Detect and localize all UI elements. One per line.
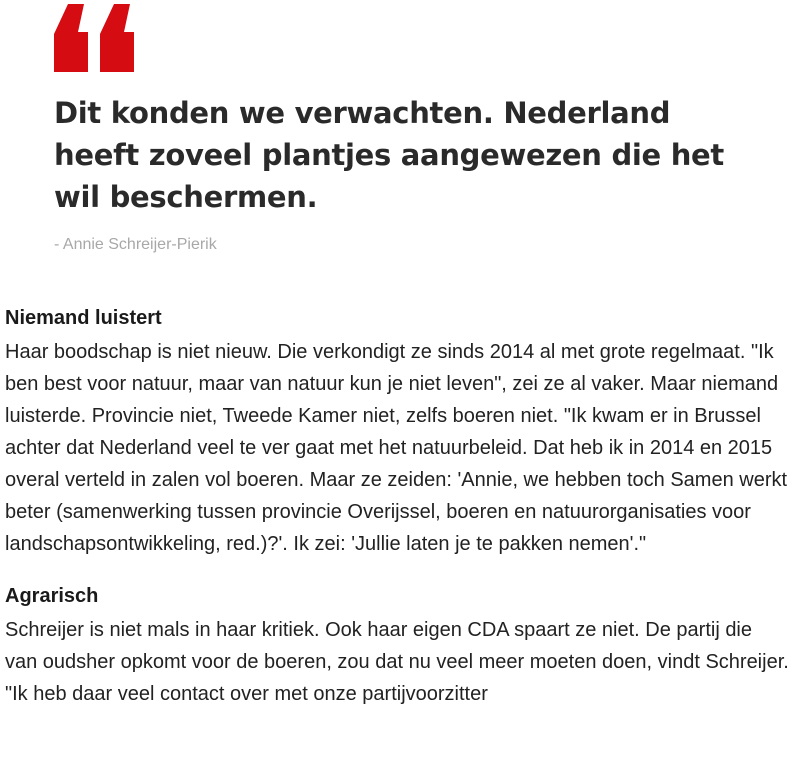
article-section-agrarisch [5,582,789,710]
section-heading: Agrarisch [5,585,99,607]
article-section-niemand-luistert [5,304,789,560]
quote-author: - Annie Schreijer-Pierik [54,236,217,253]
section-paragraph: Schreijer is niet mals in haar kritiek. Ook haar eigen CDA spaart ze niet. De partij die van oudsher opkomt voor de boeren, zou dat nu veel meer moeten doen, vindt Schreijer. "Ik heb daar veel contact over met onze partijvoorzitter [5,619,789,705]
section-heading: Niemand luistert [5,307,162,329]
quote-text: Dit konden we verwachten. Nederland heeft zoveel plantjes aangewezen die het wil beschermen. [54,96,724,214]
section-paragraph: Haar boodschap is niet nieuw. Die verkondigt ze sinds 2014 al met grote regelmaat. "Ik ben best voor natuur, maar van natuur kun je niet leven", zei ze al vaker. Maar niemand luisterde. Provincie niet, Tweede Kamer niet, zelfs boeren niet. "Ik kwam er in Brussel achter dat Nederland veel te ver gaat met het natuurbeleid. Dat heb ik in 2014 en 2015 overal verteld in zalen vol boeren. Maar ze zeiden: 'Annie, we hebben toch Samen werkt beter (samenwerking tussen provincie Overijssel, boeren en natuurorganisaties voor landschapsontwikkeling, red.)?'. Ik zei: 'Jullie laten je te pakken nemen'." [5,341,788,555]
quotation-mark-icon [54,4,136,72]
pull-quote [54,4,774,254]
article-body [5,304,789,710]
